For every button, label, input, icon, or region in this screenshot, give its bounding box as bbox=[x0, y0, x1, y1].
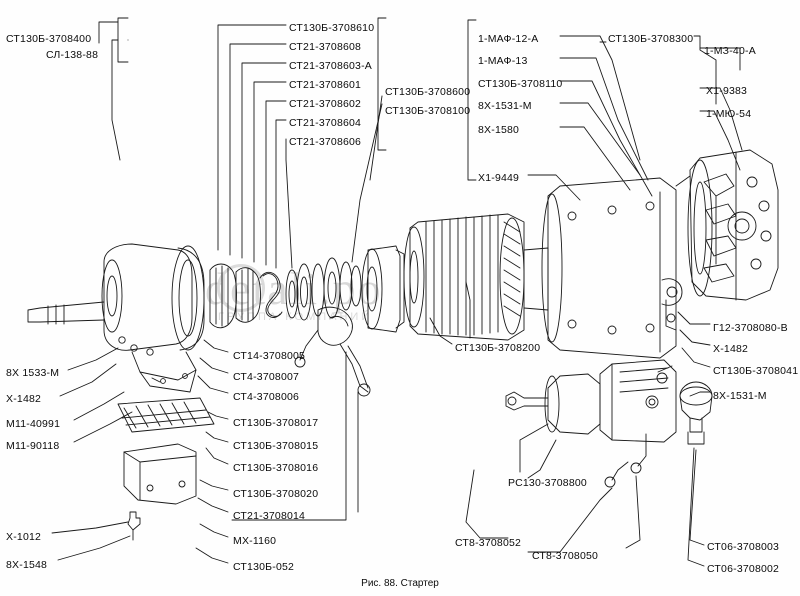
part-label-st21-3708604: СТ21-3708604 bbox=[289, 117, 362, 129]
part-label-x1-9449: Х1-9449 bbox=[478, 172, 520, 184]
part-label-st8-3708050: СТ8-3708050 bbox=[532, 550, 599, 562]
part-label-st130b-3708015: СТ130Б-3708015 bbox=[233, 440, 319, 452]
part-label-8x-1533m: 8Х 1533-М bbox=[6, 367, 60, 379]
part-label-st21-3708603a: СТ21-3708603-А bbox=[289, 60, 373, 72]
part-label-1maf-13: 1-МАФ-13 bbox=[478, 55, 528, 67]
figure-caption: Рис. 88. Стартер bbox=[361, 578, 439, 589]
part-label-st21-3708602: СТ21-3708602 bbox=[289, 98, 362, 110]
part-label-st130b-3708300: СТ130Б-3708300 bbox=[608, 33, 694, 45]
part-label-8x-1531m-right: 8Х-1531-М bbox=[713, 390, 767, 402]
part-label-st130b-3708600: СТ130Б-3708600 bbox=[385, 86, 471, 98]
part-label-st21-3708606: СТ21-3708606 bbox=[289, 136, 362, 148]
part-label-st130b-3708400: СТ130Б-3708400 bbox=[6, 33, 92, 45]
part-label-st06-3708002: СТ06-3708002 bbox=[707, 563, 780, 575]
part-label-st130b-3708041: СТ130Б-3708041 bbox=[713, 365, 799, 377]
part-label-x-1482-left: Х-1482 bbox=[6, 393, 42, 405]
part-label-m11-90118: М11-90118 bbox=[6, 440, 60, 452]
part-label-st21-3708601: СТ21-3708601 bbox=[289, 79, 362, 91]
part-label-rs130-3708800: РС130-3708800 bbox=[508, 477, 587, 489]
watermark-text: detali.po bbox=[205, 263, 383, 314]
part-label-st130b-3708110: СТ130Б-3708110 bbox=[478, 78, 563, 90]
part-label-st06-3708003: СТ06-3708003 bbox=[707, 541, 780, 553]
part-label-1mz-40a: 1-МЗ-40-А bbox=[704, 45, 756, 57]
part-label-st4-3708006: СТ4-3708006 bbox=[233, 391, 300, 403]
part-label-st21-3708014: СТ21-3708014 bbox=[233, 510, 306, 522]
part-label-st130b-3708017: СТ130Б-3708017 bbox=[233, 417, 319, 429]
part-label-st21-3708608: СТ21-3708608 bbox=[289, 41, 362, 53]
part-label-st14-3708005: СТ14-3708005 bbox=[233, 350, 306, 362]
part-label-mx-1160: МХ-1160 bbox=[233, 535, 277, 547]
part-label-st130b-3708016: СТ130Б-3708016 bbox=[233, 462, 319, 474]
part-label-x-1012: Х-1012 bbox=[6, 531, 42, 543]
part-label-st4-3708007: СТ4-3708007 bbox=[233, 371, 300, 383]
part-label-m11-40991: М11-40991 bbox=[6, 418, 61, 430]
part-label-8x-1548: 8Х-1548 bbox=[6, 559, 48, 571]
part-label-1myu-54: 1-МЮ-54 bbox=[706, 108, 752, 120]
part-label-1maf-12a: 1-МАФ-12-А bbox=[478, 33, 539, 45]
part-label-sl-138-88: СЛ-138-88 bbox=[46, 49, 99, 61]
part-label-st8-3708052: СТ8-3708052 bbox=[455, 537, 522, 549]
part-label-8x-1580: 8Х-1580 bbox=[478, 124, 520, 136]
watermark-subtext: ГРУППА КОМПАНИЙ bbox=[218, 311, 373, 323]
part-label-st130b-3708610: СТ130Б-3708610 bbox=[289, 22, 375, 34]
part-label-st130b-052: СТ130Б-052 bbox=[233, 561, 295, 573]
part-label-st130b-3708020: СТ130Б-3708020 bbox=[233, 488, 319, 500]
part-label-8x-1531m-top: 8Х-1531-М bbox=[478, 100, 532, 112]
part-label-st130b-3708100: СТ130Б-3708100 bbox=[385, 105, 471, 117]
part-label-g12-3708080v: Г12-3708080-В bbox=[713, 322, 788, 334]
part-label-x1-9383: Х1-9383 bbox=[706, 85, 748, 97]
part-label-x-1482-right: Х-1482 bbox=[713, 343, 749, 355]
part-label-st130b-3708200: СТ130Б-3708200 bbox=[455, 342, 541, 354]
